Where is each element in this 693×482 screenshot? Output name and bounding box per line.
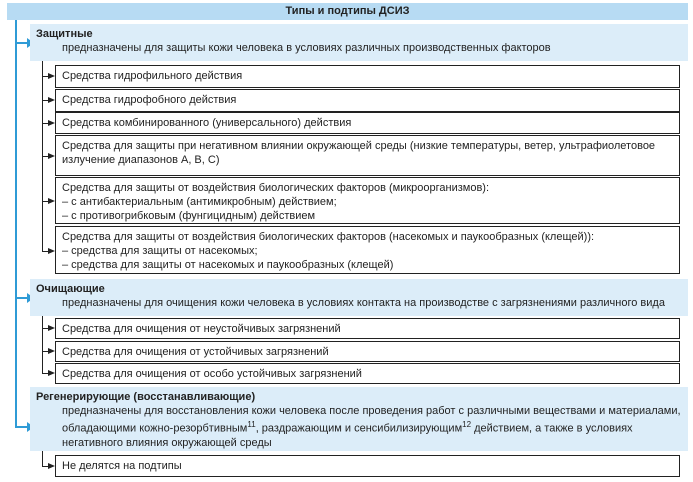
bullet: – средства для защиты от насекомых и паукообразных (клещей) [62, 259, 394, 271]
main-connector [15, 20, 17, 426]
connector [42, 451, 43, 466]
arrow-icon [42, 156, 50, 157]
arrow-icon [42, 328, 50, 329]
arrow-icon [15, 426, 29, 428]
subtype-item: Средства для очищения от устойчивых загрязнений [55, 341, 680, 362]
bullet: – с антибактериальным (антимикробным) действием; [62, 196, 337, 208]
arrow-icon [42, 201, 50, 202]
type-protective [30, 24, 688, 61]
arrow-icon [15, 297, 29, 299]
arrow-icon [42, 251, 50, 252]
type-description: предназначены для защиты кожи человека в условиях различных производственных факторов [62, 42, 551, 54]
bullet: – с противогрибковым (фунгицидным) действием [62, 210, 316, 222]
type-name: Защитные [36, 28, 93, 40]
type-description: предназначены для очищения кожи человека в условиях контакта на производстве с загрязнениями различного вида [62, 297, 665, 309]
subtype-item: Средства гидрофобного действия [55, 89, 680, 112]
arrow-icon [42, 123, 50, 124]
diagram-title: Типы и подтипы ДСИЗ [7, 3, 688, 20]
arrow-icon [42, 76, 50, 77]
subtype-item: Средства для очищения от особо устойчивых загрязнений [55, 363, 680, 384]
type-description: предназначены для восстановления кожи человека после проведения работ с различными веществами и материалами, обладающими кожно-резорбтивным$^{11}$, раздражающим и сенсибилизирующим$^{12}$ действием, а также в условиях негативного влияния окружающей среды [62, 405, 681, 449]
subtype-item: Средства комбинированного (универсального) действия [55, 112, 680, 134]
connector [42, 316, 43, 373]
arrow-icon [42, 466, 50, 467]
arrow-icon [15, 42, 29, 44]
arrow-icon [42, 351, 50, 352]
subtype-item: Средства для очищения от неустойчивых загрязнений [55, 318, 680, 339]
subtype-item [55, 226, 680, 274]
type-regenerating [30, 387, 688, 451]
type-name: Регенерирующие (восстанавливающие) [36, 391, 256, 403]
subtype-item: Средства гидрофильного действия [55, 65, 680, 88]
subtype-item: Средства для защиты при негативном влиянии окружающей среды (низкие температуры, ветер, ультрафиолетовое излучение диапазонов А, В, С) [55, 135, 680, 176]
type-name: Очищающие [36, 283, 105, 295]
subtype-item [55, 177, 680, 224]
subtype-text: Средства для защиты от воздействия биологических факторов (насекомых и паукообразных (клещей)): [62, 231, 595, 243]
subtype-text: Средства для защиты от воздействия биологических факторов (микроорганизмов): [62, 182, 490, 194]
type-cleansing [30, 279, 688, 316]
arrow-icon [42, 373, 50, 374]
arrow-icon [42, 100, 50, 101]
bullet: – средства для защиты от насекомых; [62, 245, 258, 257]
subtype-item: Не делятся на подтипы [55, 455, 680, 477]
